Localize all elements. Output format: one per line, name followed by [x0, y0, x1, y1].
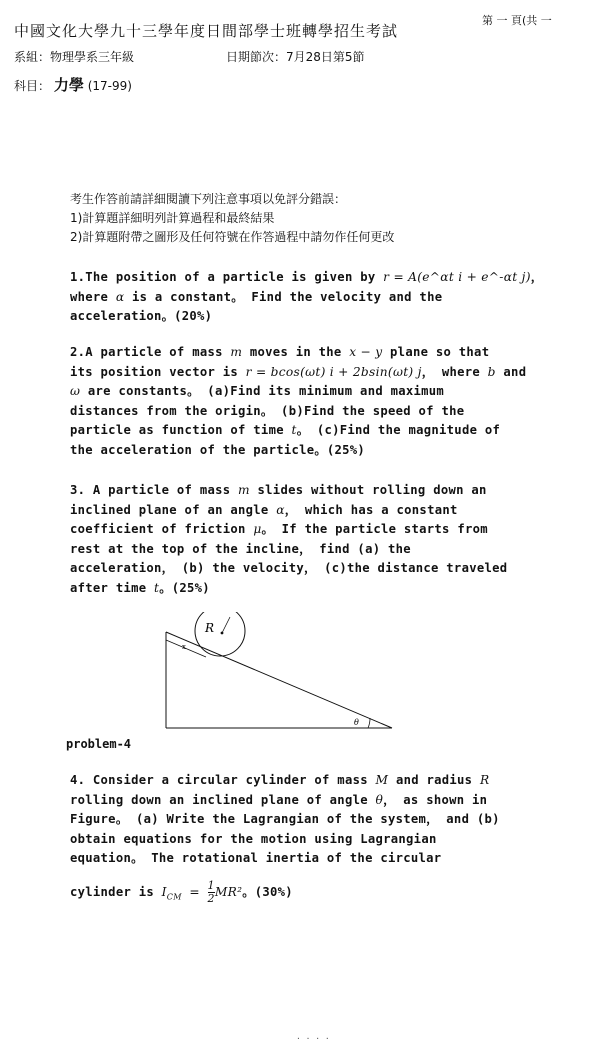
radius-label: R	[205, 621, 215, 635]
question-1	[70, 268, 543, 327]
instructions	[70, 190, 394, 247]
footer-dots: . . . .	[296, 1032, 330, 1041]
angle-arc	[368, 718, 370, 728]
page-number: 第 一 頁(共 一	[482, 14, 552, 27]
subject-label: 科目：	[14, 79, 51, 93]
position-formula: r = A(e^αt i + e^-αt j)	[383, 270, 531, 284]
question-4-formula-line: cylinder is $I_{CM}$ = $\frac{1}{2}$ MR²。(30%)	[70, 879, 293, 905]
question-line: rest at the top of the incline， find (a) the	[70, 541, 411, 556]
instruction-item: 2)計算題附帶之圖形及任何符號在作答過程中請勿作任何更改	[70, 230, 395, 244]
question-line: its position vector is r = bcos(ωt) i + 2bsin(ωt) j， where b and	[70, 364, 527, 379]
incline-cylinder-figure	[160, 612, 400, 734]
subject-name: 力學	[53, 76, 84, 94]
question-line: obtain equations for the motion using Lagrangian	[70, 831, 437, 846]
question-3	[70, 481, 507, 598]
question-4	[70, 771, 500, 869]
question-2	[70, 343, 526, 460]
subject-code: (17-99)	[87, 79, 132, 93]
question-line: ω are constants。 (a)Find its minimum and maximum	[70, 384, 445, 398]
radius-line	[222, 617, 230, 633]
angle-label: θ	[354, 718, 359, 727]
instruction-item: 1)計算題詳細明列計算過程和最終結果	[70, 211, 275, 225]
question-line: 1.The position of a particle is given by r = A(e^αt i + e^-αt j)，	[70, 270, 544, 284]
question-line: acceleration。(20%)	[70, 309, 213, 323]
schedule-line: 日期節次：7月28日第5節	[226, 50, 365, 64]
department-line: 系組：物理學系三年級	[14, 50, 135, 64]
question-line: 3. A particle of mass m slides without rolling down an	[70, 483, 487, 497]
question-line: coefficient of friction μ。 If the particle starts from	[70, 522, 488, 536]
subject-line	[14, 74, 132, 95]
cylinder	[195, 612, 245, 656]
one-half-fraction: $\frac{1}{2}$	[207, 879, 215, 905]
incline-label: x	[182, 643, 186, 651]
question-line: distances from the origin。 (b)Find the speed of the	[70, 403, 465, 418]
question-line: inclined plane of an angle α， which has a constant	[70, 502, 458, 517]
question-line: Figure。 (a) Write the Lagrangian of the system， and (b)	[70, 812, 500, 826]
incline-offset-line	[166, 640, 206, 657]
question-line: 2.A particle of mass m moves in the x − y plane so that	[70, 345, 490, 359]
exam-title: 中國文化大學九十三學年度日間部學士班轉學招生考試	[14, 22, 399, 40]
figure-caption: problem-4	[66, 737, 132, 751]
question-line: acceleration， (b) the velocity， (c)the distance traveled	[70, 561, 508, 575]
question-line: where α is a constant。 Find the velocity and the	[70, 289, 443, 304]
position-vector-formula: r = bcos(ωt) i + 2bsin(ωt) j	[245, 364, 422, 379]
instruction-heading: 考生作答前請詳細閱讀下列注意事項以免評分錯誤：	[70, 192, 347, 206]
question-line: the acceleration of the particle。(25%)	[70, 442, 366, 457]
question-line: equation。 The rotational inertia of the circular	[70, 851, 442, 865]
question-line: particle as function of time t。 (c)Find the magnitude of	[70, 423, 501, 437]
question-line: rolling down an inclined plane of angle θ， as shown in	[70, 792, 488, 807]
question-line: 4. Consider a circular cylinder of mass M and radius R	[70, 773, 490, 787]
inertia-symbol: $I_{CM}$	[161, 885, 182, 902]
question-line: after time t。(25%)	[70, 580, 210, 595]
